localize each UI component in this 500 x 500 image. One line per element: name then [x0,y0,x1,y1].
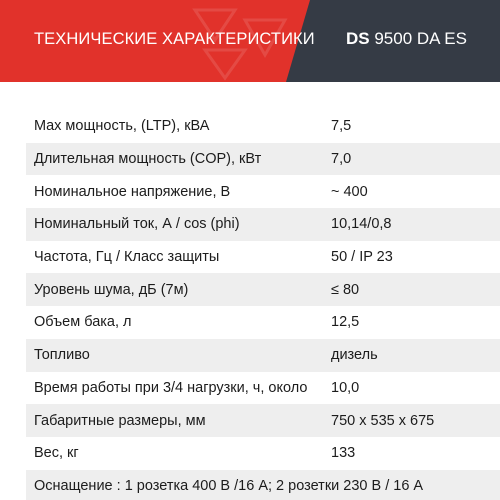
spec-label: Частота, Гц / Класс защиты [34,249,220,266]
spec-value: 10,0 [331,379,360,396]
spec-label: Длительная мощность (COP), кВт [34,151,262,168]
table-row [26,175,500,208]
spec-value: 7,0 [331,151,352,168]
spec-value: ~ 400 [331,183,368,200]
spec-label: Номинальное напряжение, В [34,183,231,200]
model-number: 9500 DA ES [369,29,467,48]
spec-value: 10,14/0,8 [331,216,392,233]
table-row [26,339,500,372]
table-row [26,110,500,143]
spec-value: ≤ 80 [331,281,360,298]
spec-label: Топливо [34,347,90,364]
equipment-text: Оснащение : 1 розетка 400 В /16 А; 2 розетки 230 В / 16 А [34,477,424,494]
spec-value: 12,5 [331,314,360,331]
table-row [26,404,500,437]
spec-value: дизель [331,347,378,364]
equipment-row [26,470,500,500]
spec-label: Вес, кг [34,445,79,462]
section-title: ТЕХНИЧЕСКИЕ ХАРАКТЕРИСТИКИ [34,30,315,48]
table-row [26,241,500,274]
table-row [26,208,500,241]
spec-table [26,110,500,500]
table-row [26,273,500,306]
spec-label: Габаритные размеры, мм [34,412,206,429]
spec-value: 750 x 535 x 675 [331,412,435,429]
spec-label: Объем бака, л [34,314,132,331]
table-row [26,306,500,339]
spec-value: 7,5 [331,118,352,135]
spec-label: Время работы при 3/4 нагрузки, ч, около [34,379,308,396]
header-banner [0,0,500,82]
spec-label: Уровень шума, дБ (7м) [34,281,189,298]
table-row [26,437,500,470]
spec-value: 133 [331,445,356,462]
spec-label: Max мощность, (LTP), кВА [34,118,210,135]
model-name [346,29,467,49]
table-row [26,372,500,405]
spec-value: 50 / IP 23 [331,249,393,266]
table-row [26,143,500,176]
spec-label: Номинальный ток, А / cos (phi) [34,216,240,233]
model-series: DS [346,29,370,48]
